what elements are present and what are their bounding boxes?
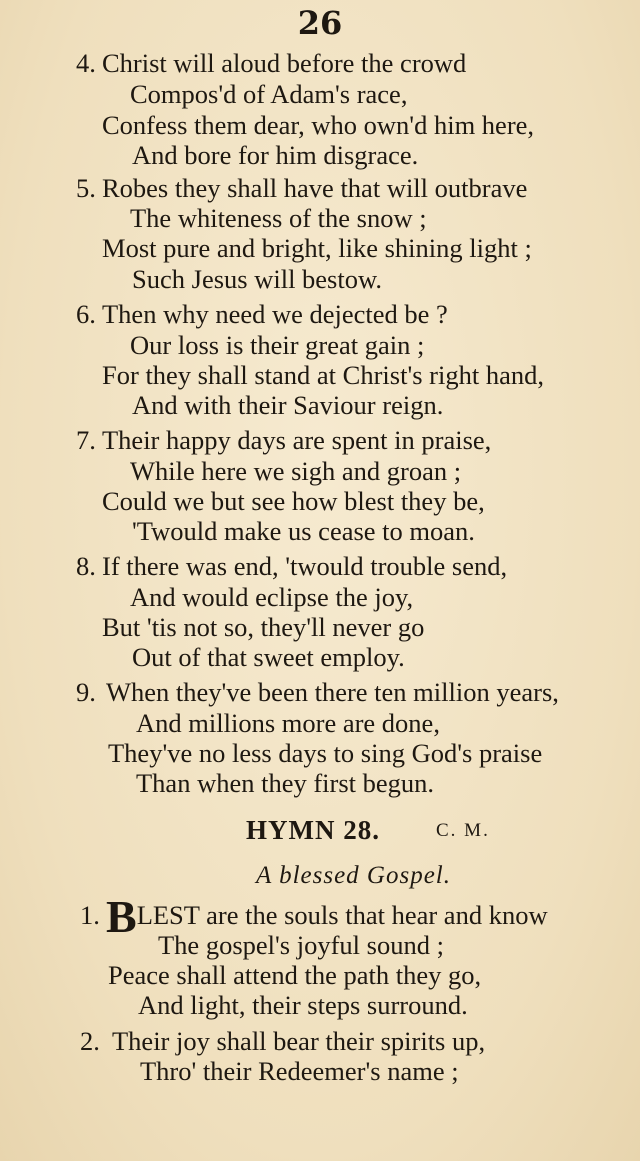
stanza-line: Our loss is their great gain ; [130,330,425,360]
stanza-line: Then why need we dejected be ? [102,299,448,329]
stanza-line: Most pure and bright, like shining light ; [102,233,532,263]
stanza-line: And would eclipse the joy, [130,582,414,612]
stanza-number: 5. [76,173,96,203]
stanza-line: Such Jesus will bestow. [132,264,383,294]
stanza-line: And light, their steps surround. [138,990,468,1020]
stanza-line: Their joy shall bear their spirits up, [112,1026,486,1056]
stanza-line: For they shall stand at Christ's right hand, [102,360,544,390]
stanza-line: If there was end, 'twould trouble send, [102,551,508,581]
page-number: 26 [297,4,343,42]
stanza-line: While here we sigh and groan ; [130,456,462,486]
stanza-line-text: LEST are the souls that hear and know [136,900,548,930]
stanza-number: 6. [76,299,96,329]
stanza-line [106,891,548,942]
stanza-line: And with their Saviour reign. [132,390,444,420]
hymn-title: HYMN 28. [246,815,380,845]
stanza-line: Out of that sweet employ. [132,642,405,672]
stanza-number: 2. [80,1026,100,1056]
stanza-line: Peace shall attend the path they go, [108,960,482,990]
stanza-line: But 'tis not so, they'll never go [102,612,425,642]
stanza-line: 'Twould make us cease to moan. [132,516,475,546]
stanza-line: Thro' their Redeemer's name ; [140,1056,459,1086]
stanza-number: 8. [76,551,96,581]
stanza-line: Compos'd of Adam's race, [130,79,408,109]
stanza-line: The gospel's joyful sound ; [158,930,444,960]
hymn-subtitle: A blessed Gospel. [256,862,451,889]
stanza-line: They've no less days to sing God's praise [108,738,543,768]
drop-cap: B [106,891,137,942]
stanza-number: 1. [80,900,100,930]
stanza-line: And bore for him disgrace. [132,140,419,170]
stanza-line: Could we but see how blest they be, [102,486,485,516]
hymn-meter: C. M. [436,820,490,841]
stanza-line: Confess them dear, who own'd him here, [102,110,535,140]
stanza-number: 7. [76,425,96,455]
stanza-number: 9. [76,677,96,707]
stanza-line: Robes they shall have that will outbrave [102,173,528,203]
stanza-number: 4. [76,48,96,78]
stanza-line: Their happy days are spent in praise, [102,425,492,455]
stanza-line: When they've been there ten million years, [106,677,559,707]
stanza-line: Christ will aloud before the crowd [102,48,467,78]
stanza-line: Than when they first begun. [136,768,435,798]
stanza-line: The whiteness of the snow ; [130,203,427,233]
stanza-line: And millions more are done, [136,708,440,738]
